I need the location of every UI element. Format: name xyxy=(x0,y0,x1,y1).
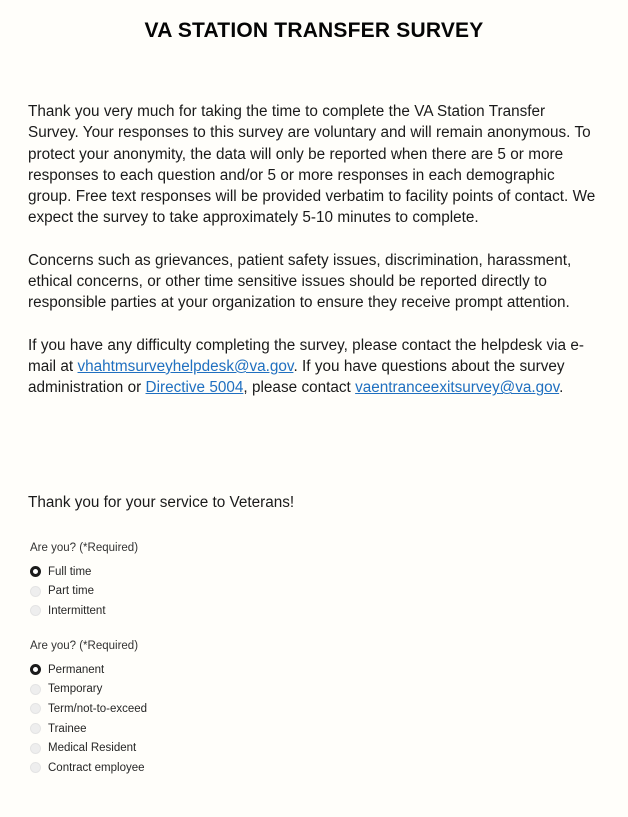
closing-message: Thank you for your service to Veterans! xyxy=(28,494,295,511)
radio-unselected-icon[interactable] xyxy=(30,703,41,714)
question-group-appointment xyxy=(30,639,370,778)
radio-label-temporary: Temporary xyxy=(48,683,103,696)
radio-unselected-icon[interactable] xyxy=(30,762,41,773)
radio-label-trainee: Trainee xyxy=(48,722,87,735)
contact-text-part-1: If you have any difficulty completing the survey, please contact the helpdesk via e-mail at xyxy=(28,336,584,375)
helpdesk-email-link[interactable]: vhahtmsurveyhelpdesk@va.gov xyxy=(77,357,294,375)
intro-paragraph-1: Thank you very much for taking the time to complete the VA Station Transfer Survey. Your responses to this survey are voluntary and will remain anonymous. To protect your anonymity, the data will only be reported when there are 5 or more responses to each question and/or 5 or more responses in each demographic group. Free text responses will be provided verbatim to facility points of contact. We expect the survey to take approximately 5-10 minutes to complete. xyxy=(28,103,596,227)
radio-option-temporary[interactable] xyxy=(30,680,370,700)
radio-selected-icon[interactable] xyxy=(30,664,41,675)
radio-option-part-time[interactable] xyxy=(30,582,370,602)
radio-option-medical-resident[interactable] xyxy=(30,738,370,758)
page-title: VA STATION TRANSFER SURVEY xyxy=(144,19,484,42)
radio-unselected-icon[interactable] xyxy=(30,723,41,734)
radio-label-full-time: Full time xyxy=(48,565,92,578)
radio-option-contract-employee[interactable] xyxy=(30,758,370,778)
contact-text-part-4: . xyxy=(559,379,564,397)
radio-option-term-not-to-exceed[interactable] xyxy=(30,699,370,719)
radio-option-trainee[interactable] xyxy=(30,719,370,739)
directive-5004-link[interactable]: Directive 5004 xyxy=(145,379,244,397)
radio-unselected-icon[interactable] xyxy=(30,684,41,695)
radio-unselected-icon[interactable] xyxy=(30,605,41,616)
radio-selected-icon[interactable] xyxy=(30,566,41,577)
contact-text-part-2: . If you have questions about the survey administration or xyxy=(28,357,565,397)
intro-paragraph-2: Concerns such as grievances, patient safety issues, discrimination, harassment, ethical concerns, or other time sensitive issues should be reported directly to responsible parties at your organization to ensure they receive prompt attention. xyxy=(28,251,572,312)
question-group-employment xyxy=(30,541,370,621)
radio-label-intermittent: Intermittent xyxy=(48,604,106,617)
radio-label-part-time: Part time xyxy=(48,585,95,598)
radio-options-employment xyxy=(30,562,370,621)
radio-option-full-time[interactable] xyxy=(30,562,370,582)
survey-email-link[interactable]: vaentranceexitsurvey@va.gov xyxy=(355,379,560,397)
radio-label-permanent: Permanent xyxy=(48,663,105,676)
contact-text-part-3: , please contact xyxy=(243,379,356,397)
radio-unselected-icon[interactable] xyxy=(30,586,41,597)
radio-option-intermittent[interactable] xyxy=(30,601,370,621)
intro-paragraph-3 xyxy=(28,335,600,399)
radio-option-permanent[interactable] xyxy=(30,660,370,680)
question-label-employment: Are you? (*Required) xyxy=(30,542,139,554)
intro-text-block xyxy=(28,101,600,399)
question-label-appointment: Are you? (*Required) xyxy=(30,640,139,652)
radio-label-term-not-to-exceed: Term/not-to-exceed xyxy=(48,702,148,715)
radio-unselected-icon[interactable] xyxy=(30,743,41,754)
radio-options-appointment xyxy=(30,660,370,778)
radio-label-contract-employee: Contract employee xyxy=(48,761,145,774)
radio-label-medical-resident: Medical Resident xyxy=(48,742,137,755)
